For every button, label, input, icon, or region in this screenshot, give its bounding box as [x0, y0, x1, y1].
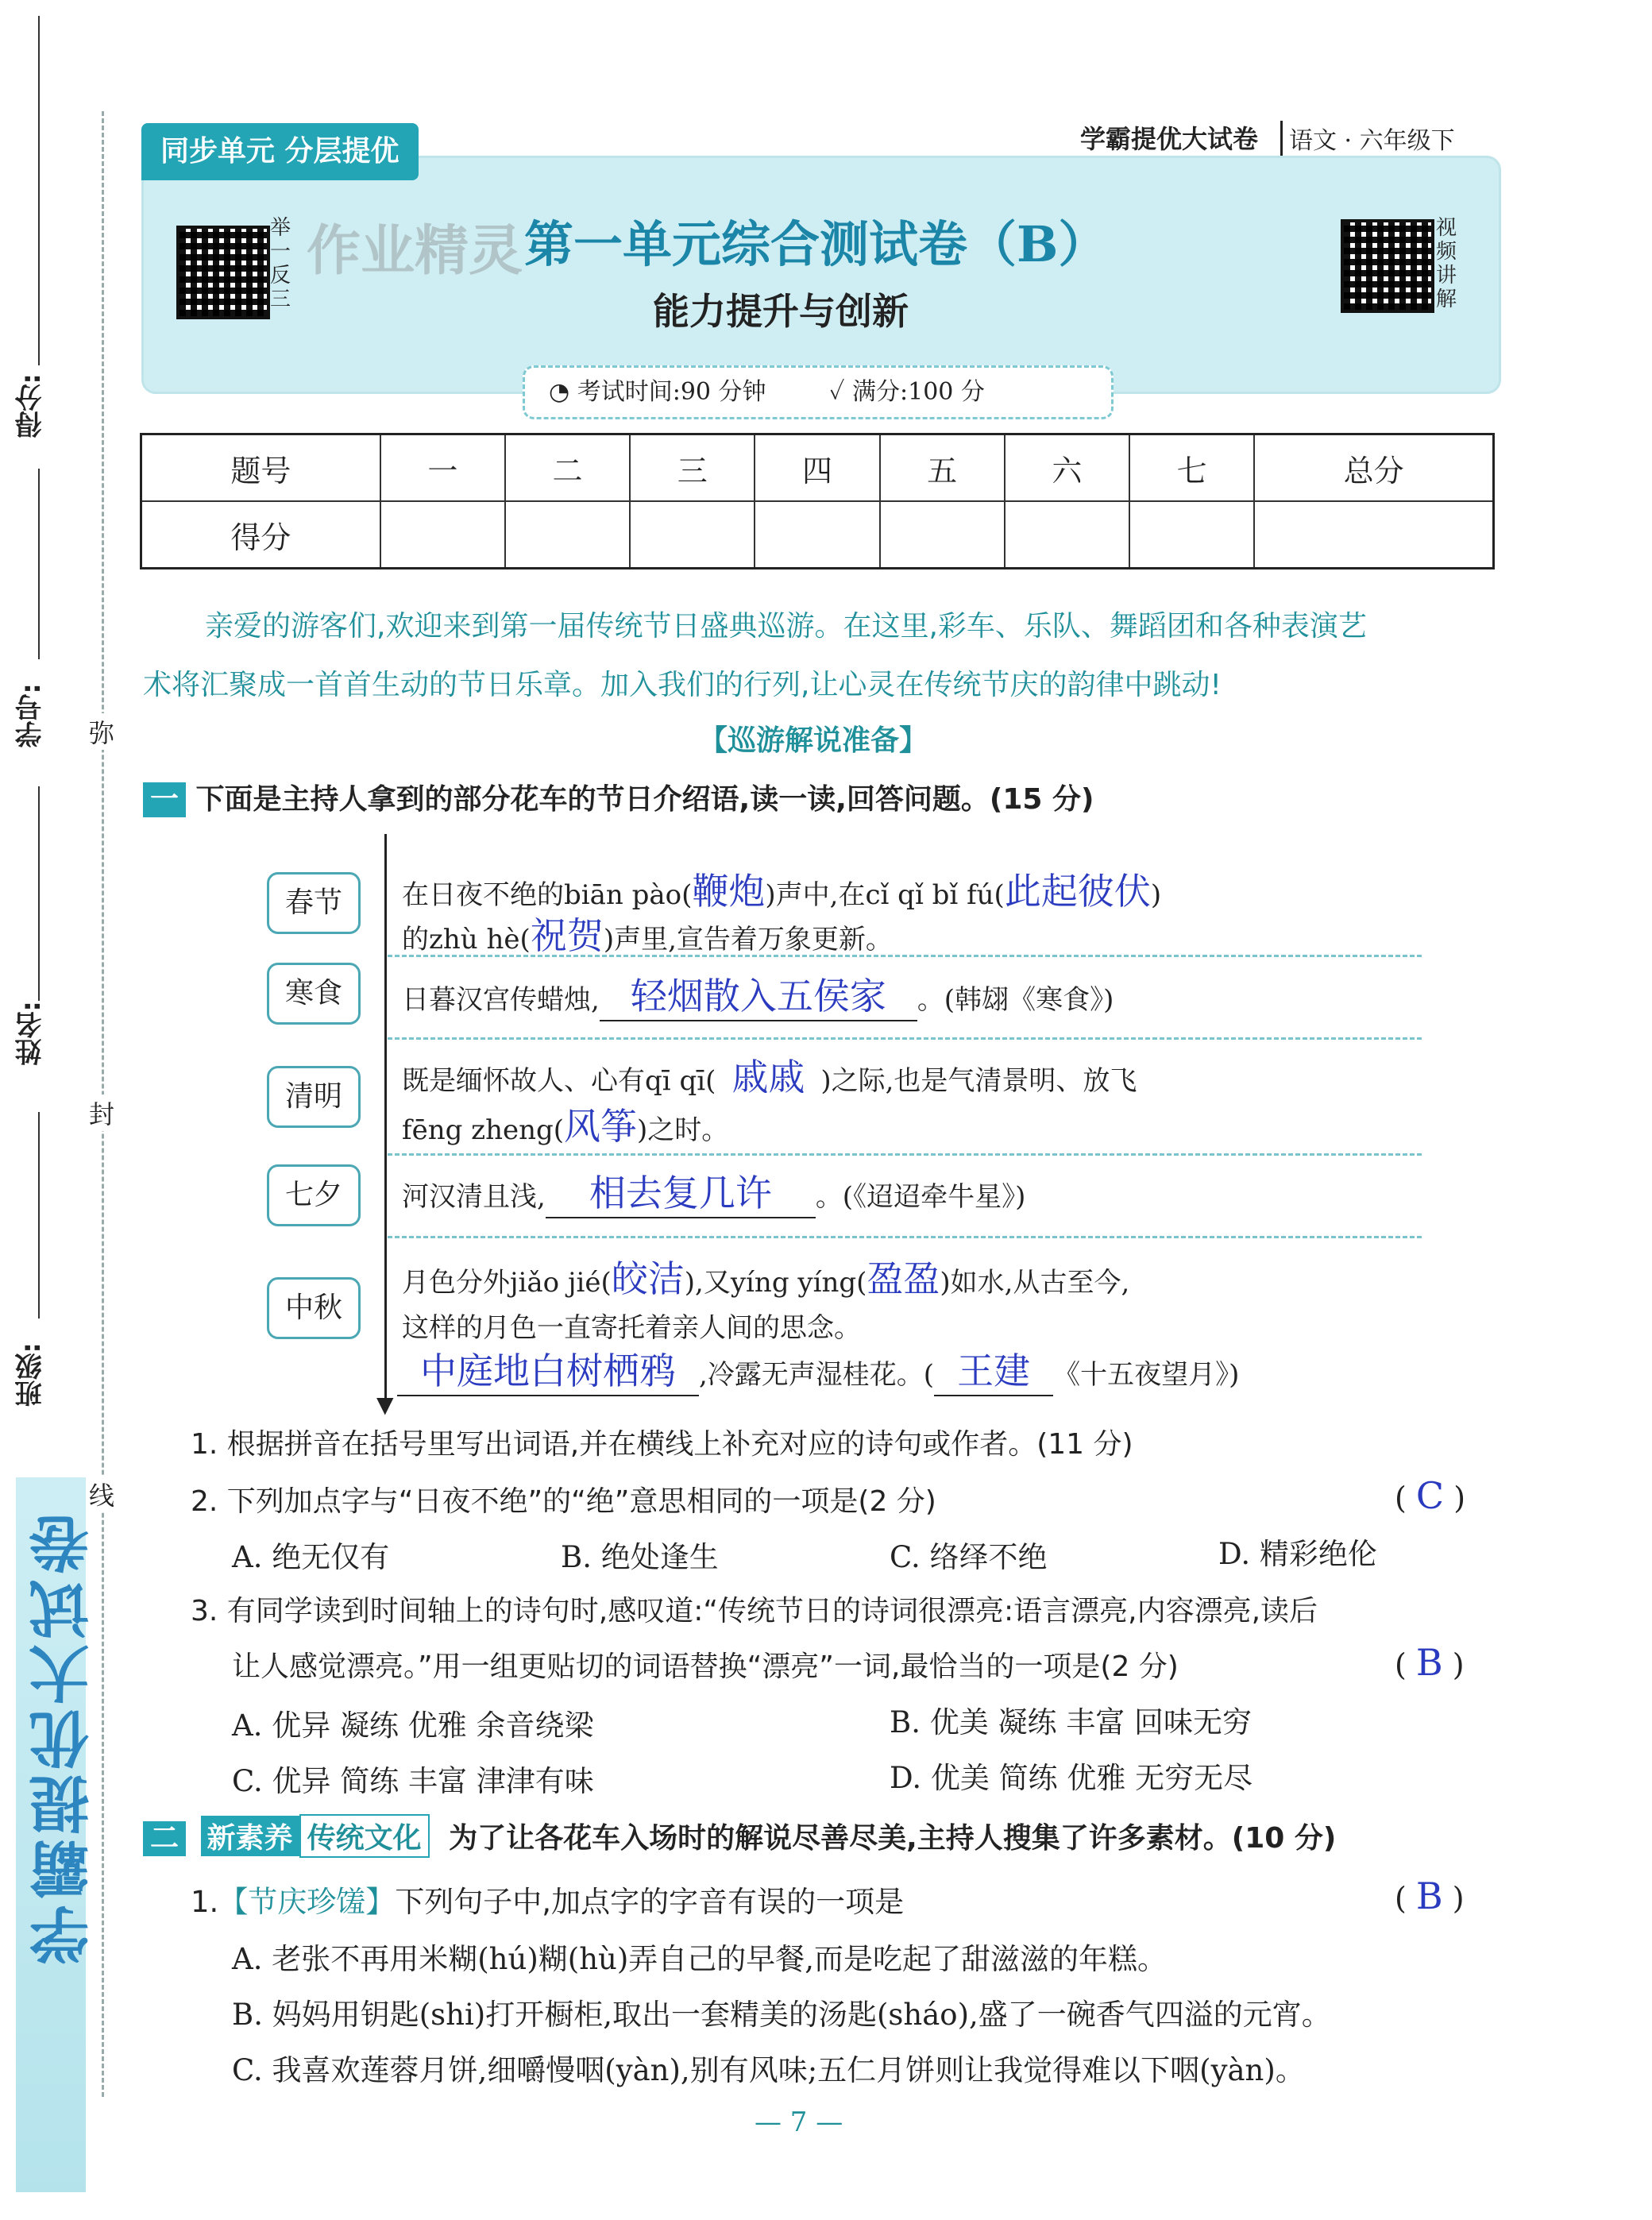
answer: 风筝 [564, 1105, 638, 1148]
section-title: 为了让各花车入场时的解说尽善尽美,主持人搜集了许多素材。(10 分) [449, 1822, 1337, 1855]
margin-line [38, 16, 40, 365]
table-row [141, 434, 1494, 502]
text: ),又yíng yíng( [684, 1267, 867, 1299]
score-input-cell[interactable] [1005, 501, 1129, 569]
festival-cold-food: 寒食 [267, 963, 361, 1025]
spring-line2 [402, 907, 893, 959]
festival-qingming: 清明 [267, 1066, 361, 1128]
answer-bracket[interactable]: ( B ) [1395, 1641, 1465, 1684]
answer: 戚戚 [731, 1056, 805, 1098]
question-tag: 【节庆珍馐】 [218, 1885, 396, 1919]
table-cell: 得分 [141, 501, 380, 569]
divider [388, 1153, 1422, 1156]
table-cell: 四 [755, 434, 879, 502]
table-cell: 七 [1129, 434, 1254, 502]
text: ,冷露无声湿桂花。( [699, 1359, 935, 1391]
full-score: 满分:100 分 [852, 378, 985, 406]
option[interactable]: A. 优异 凝练 优雅 余音绕梁 [232, 1708, 594, 1743]
cut-mark: 线 [89, 1476, 114, 1512]
score-label: 得分: [15, 373, 47, 438]
option[interactable]: B. 妈妈用钥匙(shi)打开橱柜,取出一套精美的汤匙(sháo),盛了一碗香气四溢的元宵。 [232, 1998, 1331, 2032]
festival-mid-autumn: 中秋 [267, 1277, 361, 1339]
text: )之际,也是气清景明、放飞 [820, 1065, 1137, 1097]
cold-food-line [402, 967, 1114, 1021]
timeline-arrow-icon: ▼ [376, 1392, 394, 1418]
answer: C [1415, 1474, 1445, 1517]
intro-line: 术将汇聚成一首首生动的节日乐章。加入我们的行列,让心灵在传统节庆的韵律中跳动! [143, 669, 1222, 701]
table-cell: 总分 [1254, 434, 1493, 502]
question-text: 下列句子中,加点字的字音有误的一项是 [395, 1885, 905, 1919]
qingming-line1 [402, 1048, 1137, 1101]
question-3: 3. 有同学读到时间轴上的诗句时,感叹道:“传统节日的诗词很漂亮:语言漂亮,内容漂亮,读后 [191, 1595, 1318, 1627]
score-input-cell[interactable] [755, 501, 879, 569]
text: )声中,在cǐ qǐ bǐ fú( [765, 879, 1005, 911]
table-cell: 六 [1005, 434, 1129, 502]
spine-title: 学霸提优大试卷 [29, 1509, 99, 1965]
festival-spring: 春节 [267, 872, 361, 934]
exam-info-box [523, 365, 1114, 419]
intro-line: 亲爱的游客们,欢迎来到第一届传统节日盛典巡游。在这里,彩车、乐队、舞蹈团和各种表演艺 [205, 610, 1367, 643]
text: 在日夜不绝的biān pào( [402, 879, 693, 911]
text: )声里,宣告着万象更新。 [603, 924, 893, 956]
text: ) [1150, 879, 1162, 911]
divider [388, 1037, 1422, 1040]
option[interactable]: C. 络绎不绝 [890, 1540, 1048, 1574]
qixi-line [402, 1164, 1025, 1218]
text: 。(《迢迢牵牛星》) [815, 1181, 1026, 1213]
check-icon: ✓ [829, 378, 845, 406]
answer-blank[interactable]: 轻烟散入五侯家 [600, 967, 917, 1021]
section1-title-row [143, 777, 1094, 817]
cut-mark: 封 [89, 1095, 114, 1131]
section-title: 下面是主持人拿到的部分花车的节日介绍语,读一读,回答问题。(15 分) [195, 783, 1094, 816]
watermark: 作业精灵 [307, 220, 523, 283]
score-input-cell[interactable] [1254, 501, 1493, 569]
question-1: 1. 根据拼音在括号里写出词语,并在横线上补充对应的诗句或作者。(11 分) [191, 1428, 1133, 1461]
answer: 鞭炮 [692, 870, 766, 913]
table-cell: 五 [880, 434, 1005, 502]
new-literacy-badge: 新素养 [201, 1816, 299, 1856]
text: )如水,从古至今, [940, 1267, 1130, 1299]
festival-qixi: 七夕 [267, 1164, 361, 1226]
timeline-axis [384, 834, 387, 1401]
mid-autumn-line1 [402, 1250, 1129, 1303]
unit-tag: 同步单元 分层提优 [141, 123, 419, 180]
mid-autumn-line2: 这样的月色一直寄托着亲人间的思念。 [402, 1312, 861, 1344]
option[interactable]: D. 精彩绝伦 [1218, 1537, 1377, 1571]
answer-bracket[interactable]: ( C ) [1395, 1474, 1466, 1517]
option[interactable]: A. 绝无仅有 [232, 1540, 390, 1574]
qr-code-icon[interactable] [1341, 219, 1434, 313]
table-cell: 三 [630, 434, 755, 502]
table-cell: 题号 [141, 434, 380, 502]
text: 的zhù hè( [402, 924, 531, 956]
margin-line [38, 469, 40, 659]
score-input-cell[interactable] [630, 501, 755, 569]
answer: B [1415, 1641, 1443, 1684]
qr-code-icon[interactable] [176, 226, 270, 319]
table-row [141, 501, 1494, 569]
option[interactable]: D. 优美 简练 优雅 无穷无尽 [890, 1761, 1253, 1795]
option[interactable]: A. 老张不再用米糊(hú)糊(hù)弄自己的早餐,而是吃起了甜滋滋的年糕。 [232, 1942, 1168, 1976]
score-input-cell[interactable] [505, 501, 630, 569]
section-number: 一 [143, 782, 186, 817]
option[interactable]: C. 我喜欢莲蓉月饼,细嚼慢咽(yàn),别有风味;五仁月饼则让我觉得难以下咽(yàn)。 [232, 2053, 1305, 2087]
text: )之时。 [637, 1114, 729, 1146]
exam-time: 考试时间:90 分钟 [577, 378, 766, 406]
question-2: 2. 下列加点字与“日夜不绝”的“绝”意思相同的一项是(2 分) [191, 1485, 936, 1518]
answer: 盈盈 [867, 1257, 940, 1300]
score-table [140, 433, 1495, 569]
question-3-cont: 让人感觉漂亮。”用一组更贴切的词语替换“漂亮”一词,最恰当的一项是(2 分) [232, 1651, 1179, 1683]
text: fēng zheng( [402, 1114, 565, 1146]
table-cell: 二 [505, 434, 630, 502]
s2-question-1: 1.【节庆珍馐】下列句子中,加点字的字音有误的一项是 [191, 1885, 905, 1919]
section2-title-row [143, 1814, 1336, 1858]
answer-bracket[interactable]: ( B ) [1395, 1874, 1465, 1917]
qr-right-label: 视频讲解 [1436, 216, 1457, 311]
score-input-cell[interactable] [1129, 501, 1254, 569]
answer: B [1415, 1874, 1443, 1917]
section-heading: 【巡游解说准备】 [699, 724, 928, 757]
answer-blank[interactable]: 王建 [934, 1342, 1053, 1396]
student-id-label: 学号: [15, 683, 47, 748]
score-input-cell[interactable] [380, 501, 505, 569]
qr-left-label: 举一反三 [270, 216, 291, 311]
divider [388, 1236, 1422, 1238]
page-title: 第一单元综合测试卷（B） [524, 215, 1108, 273]
text: 河汉清且浅, [402, 1181, 546, 1213]
answer-blank[interactable]: 中庭地白树栖鸦 [397, 1342, 699, 1396]
series-name: 学霸提优大试卷 [1080, 124, 1259, 154]
name-label: 姓名: [15, 1001, 47, 1066]
text: 《十五夜望月》) [1053, 1359, 1240, 1391]
margin-line [38, 786, 40, 1001]
page-subtitle: 能力提升与创新 [653, 290, 909, 333]
score-input-cell[interactable] [880, 501, 1005, 569]
culture-tag: 传统文化 [299, 1814, 430, 1858]
clock-icon: ◔ [549, 378, 570, 406]
text: 既是缅怀故人、心有qī qī( [402, 1065, 716, 1097]
option[interactable]: B. 优美 凝练 丰富 回味无穷 [890, 1705, 1252, 1739]
cut-mark: 弥 [89, 713, 114, 750]
section-number: 二 [143, 1821, 186, 1856]
option[interactable]: B. 绝处逢生 [561, 1540, 719, 1574]
answer: 此起彼伏 [1004, 870, 1151, 913]
class-label: 班级: [15, 1342, 47, 1407]
mid-autumn-line3 [397, 1342, 1239, 1396]
page-number: — 7 — [755, 2106, 843, 2138]
subject-grade: 语文 · 六年级下 [1280, 121, 1455, 156]
answer: 祝贺 [530, 914, 604, 957]
answer: 皎洁 [611, 1257, 685, 1300]
text: 日暮汉宫传蜡烛, [402, 984, 600, 1016]
qingming-line2 [402, 1098, 728, 1150]
answer-blank[interactable]: 相去复几许 [546, 1164, 816, 1218]
option[interactable]: C. 优异 简练 丰富 津津有味 [232, 1764, 594, 1798]
margin-line [38, 1112, 40, 1318]
table-cell: 一 [380, 434, 505, 502]
text: 。(韩翃《寒食》) [917, 984, 1114, 1016]
text: 月色分外jiǎo jié( [402, 1267, 612, 1299]
